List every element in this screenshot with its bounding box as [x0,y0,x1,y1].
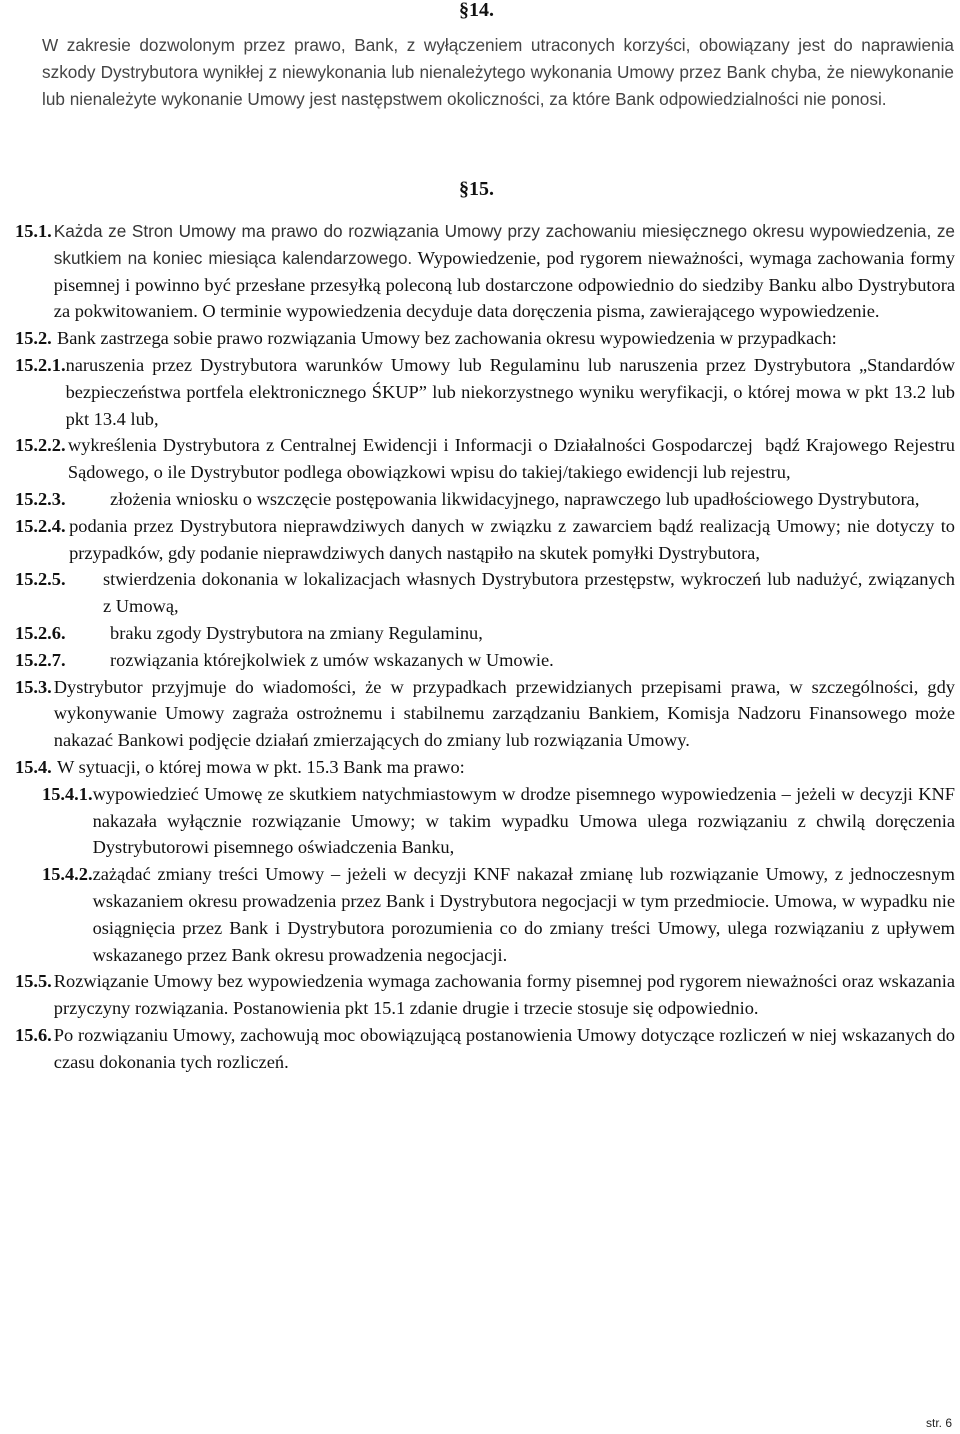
clause-text-part-a: Każda ze Stron Umowy ma prawo do rozwiązania Umowy przy zachowaniu miesięcznego okresu wypowiedzenia, ze skutkiem na koniec miesiąca kalendarzowego. [53,221,955,268]
subclause-text: wykreślenia Dystrybutora z Centralnej Ewidencji i Informacji o Działalności Gospodarczej bądź Krajowego Rejestru Sądowego, o ile Dystrybutor podlega obowiązkowi wpisu do takiej/takiego ewidencji lub rejestru, [67,435,960,483]
clause-number: 15.1. [15,221,52,241]
subclause-text: braku zgody Dystrybutora na zmiany Regulaminu, [110,622,483,643]
clause-text: Bank zastrzega sobie prawo rozwiązania Umowy bez zachowania okresu wypowiedzenia w przypadkach: [57,328,837,349]
clause-number: 15.4. [15,756,52,777]
section-14-heading: §14. [459,0,494,21]
clause-number: 15.3. [15,676,52,697]
subclause-15-2-5 [15,566,955,620]
clause-text [54,218,955,325]
section-15-heading: §15. [459,178,494,200]
clause-15-2 [15,325,955,352]
subclause-text: stwierdzenia dokonania w lokalizacjach własnych Dystrybutora przestępstw, wykroczeń lub nadużyć, związanych z Umową, [103,569,955,617]
subclause-text: wypowiedzieć Umowę ze skutkiem natychmiastowym w drodze pisemnego wypowiedzenia – jeżeli w decyzji KNF nakazała wyłącznie rozwiązanie Umowy; w takim wypadku Umowa ulega rozwiązaniu z chwilą doręczenia Dystrybutorowi pisemnego oświadczenia Banku, [92,783,955,858]
subclause-text: podania przez Dystrybutora nieprawdziwych danych w związku z zawarciem bądź realizacją Umowy; nie dotyczy to przypadków, gdy podanie nieprawdziwych danych nastąpiło na skutek pomyłki Dystrybutora, [69,515,955,563]
clause-15-4 [15,754,955,781]
clause-text: Dystrybutor przyjmuje do wiadomości, że w przypadkach przewidzianych przepisami prawa, w szczególności, gdy wykonywanie Umowy zagraża ostrożnemu i stabilnemu zarządzaniu Bankiem, Komisja Nadzoru Finansowego może nakazać Bankowi podjęcie działań zmierzających do zmiany lub rozwiązania Umowy. [53,676,955,751]
subclause-15-2-7 [15,647,955,674]
subclause-15-2-3 [15,486,955,513]
subclause-15-4-2 [42,861,955,968]
subclause-text: zażądać zmiany treści Umowy – jeżeli w decyzji KNF nakazał zmianę lub rozwiązanie Umowy, z jednoczesnym wskazaniem okresu prowadzenia przez Bank i Dystrybutora negocjacji w tym przedmiocie. Umowa, w wypadku nie osiągnięcia przez Bank i Dystrybutora porozumienia co do zmiany treści Umowy, ulega rozwiązaniu z upływem wskazanego przez Bank okresu prowadzenia negocjacji. [92,864,955,965]
section-14-paragraph: W zakresie dozwolonym przez prawo, Bank, z wyłączeniem utraconych korzyści, obowiązany jest do naprawienia szkody Dystrybutora wynikłej z niewykonania lub nienależytego wykonania Umowy przez Bank chyba, że niewykonanie lub nienależyte wykonanie Umowy jest następstwem okoliczności, za które Bank odpowiedzialności nie ponosi. [42,35,954,109]
clause-number: 15.6. [15,1024,52,1045]
clause-text: W sytuacji, o której mowa w pkt. 15.3 Bank ma prawo: [57,756,465,777]
subclause-text: naruszenia przez Dystrybutora warunków Umowy lub Regulaminu lub naruszenia przez Dystrybutora „Standardów bezpieczeństwa portfela elektronicznego ŚKUP” lub niekorzystnego wyniku weryfikacji, o której mowa w pkt 13.2 lub pkt 13.4 lub, [65,354,955,429]
subclause-text: rozwiązania którejkolwiek z umów wskazanych w Umowie. [110,649,554,670]
clause-number: 15.2. [15,328,52,349]
subclause-number: 15.2.3. [15,488,66,509]
subclause-15-4-1 [42,781,955,861]
subclause-15-2-1 [15,352,955,432]
clause-15-5 [15,968,955,1022]
subclause-number: 15.2.7. [15,649,66,670]
subclause-number: 15.2.1. [15,354,66,375]
clause-15-6 [15,1022,955,1076]
subclause-number: 15.2.6. [15,622,66,643]
subclause-text: złożenia wniosku o wszczęcie postępowania likwidacyjnego, naprawczego lub upadłościowego Dystrybutora, [110,488,920,509]
section-15-body [15,218,960,1076]
subclause-number: 15.2.2. [15,435,66,456]
clause-15-3 [15,674,955,754]
subclause-number: 15.4.2. [42,864,93,885]
subclause-15-2-2 [15,432,960,486]
page-number: str. 6 [925,1416,952,1430]
clause-number: 15.5. [15,971,52,992]
clause-text-part-b: Wypowiedzenie, pod rygorem nieważności, wymaga zachowania formy pisemnej i powinno być przesłane przesyłką poleconą lub dostarczone odpowiednio do siedziby Banku albo Dystrybutora za pokwitowaniem. O terminie wypowiedzenia decyduje data doręczenia pisma, zawierającego wypowiedzenie. [53,247,955,322]
clause-text: Po rozwiązaniu Umowy, zachowują moc obowiązującą postanowienia Umowy dotyczące rozliczeń w niej wskazanych do czasu dokonania tych rozliczeń. [53,1024,955,1072]
subclause-number: 15.4.1. [42,783,93,804]
subclause-number: 15.2.5. [15,569,66,590]
subclause-15-2-4 [15,513,955,567]
clause-15-1 [15,218,955,325]
subclause-number: 15.2.4. [15,515,66,536]
subclause-15-2-6 [15,620,955,647]
clause-text: Rozwiązanie Umowy bez wypowiedzenia wymaga zachowania formy pisemnej pod rygorem nieważności oraz wskazania przyczyny rozwiązania. Postanowienia pkt 15.1 zdanie drugie i trzecie stosuje się odpowiednio. [53,971,955,1019]
clause-15-4-subitems [15,781,955,969]
clause-15-2-subitems [15,352,960,674]
